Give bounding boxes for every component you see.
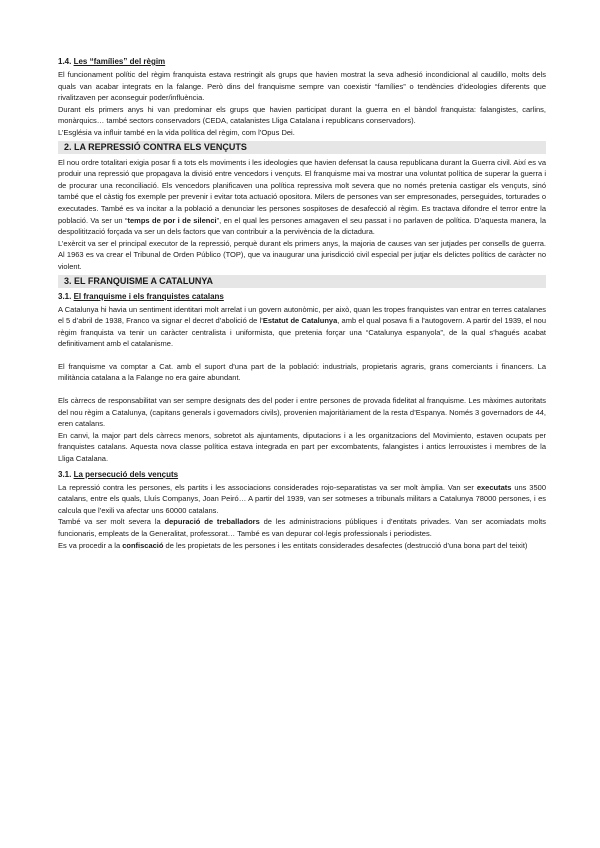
section-number: 1.4. — [58, 57, 72, 66]
emphasis: Estatut de Catalunya — [262, 316, 338, 326]
paragraph: L’exèrcit va ser el principal executor de la repressió, perquè durant els primers anys, la majoria de causes van ser jutjades per consells de guerra. Al 1963 es va crear el Tribunal de Orden Público (TOP), que va inaugurar una jurisdicció civil especial per jutjar els delictes polítics de caràcter no violent. — [58, 238, 546, 271]
paragraph: Durant els primers anys hi van predominar els grups que havien participat durant la guerra en el bàndol franquista: falangistes, carlins, monàrquics… també sectors conservadors (CEDA, catalanistes Lliga Catalana i republicans conservadors). — [58, 104, 546, 126]
section-title: Les “famílies” del règim — [73, 57, 166, 66]
paragraph: El nou ordre totalitari exigia posar fi a tots els moviments i les ideologies que havien defensat la causa republicana durant la Guerra civil. Així es va produir una repressió que propagava la divisió entre vencedors i vençuts. El franquisme mai va mostrar una voluntat política de superar la guerra i de procurar una reconciliació. Els vencedors planificaven una política repressiva molt severa que no només pretenia castigar els vençuts, sinó també que el càstig fos exemple per prevenir i evitar tota actuació opositora. Milers de persones van ser empresonades, perseguides, torturades o executades. També es va incitar a la població a denunciar les persones sospitoses de desafecció al règim. Es tractava difondre el terror entre la població. Va ser un “temps de por i de silenci”, en el qual les persones amagaven el seu passat i no parlaven de política. D’aquesta manera, la despolitització forçada va ser un dels factors que van contribuir a la pervivència de la dictadura. — [58, 157, 547, 237]
subsection-3-1-heading — [58, 291, 546, 303]
section-title: La persecució dels vençuts — [73, 469, 179, 479]
paragraph: També va ser molt severa la depuració de treballadors de les administracions públiques i d’entitats privades. Van ser acomiadats molts funcionaris, empleats de la Generalitat, professorat… També es van depurar col·legis professionals i periodistes. — [58, 517, 546, 538]
paragraph: El funcionament polític del règim franquista estava restringit als grups que havien mostrat la seva adhesió incondicional al caudillo, molts dels quals van acabar integrats en la falange. Però dins del franquisme sempre van coexistir “famílies” o tendències d’ideologies diferents que rivalitzaven per aconseguir poder/influència. — [58, 70, 546, 103]
emphasis: confiscació — [122, 540, 164, 550]
paragraph: El franquisme va comptar a Cat. amb el suport d’una part de la població: industrials, propietaris agraris, grans comerciants i financers. La militància catalana a la Falange no era gaire abundant. — [58, 361, 546, 383]
emphasis: temps de por i de silenci — [127, 215, 217, 225]
paragraph: Els càrrecs de responsabilitat van ser sempre designats des del poder i entre persones de provada fidelitat al franquisme. Les màximes autoritats del nou règim a Catalunya, (capitans generals i governadors civils), provenien majoritàriament de la resta d’Espanya. Només 3 governadors de 44, eren catalans. — [58, 396, 546, 429]
paragraph: La repressió contra les persones, els partits i les associacions considerades rojo-separatistas va ser molt àmplia. Van ser executats uns 3500 catalans, entre els quals, Lluís Companys, Joan Peiró… A partir del 1939, van ser sotmeses a tribunals militars a Catalunya 78000 persones, i es calcula que l’exili va afectar uns 60000 catalans. — [58, 482, 546, 515]
subsection-persecucio-heading — [58, 469, 546, 481]
emphasis: executats — [476, 482, 512, 492]
section-1-4-heading — [58, 56, 546, 68]
paragraph: A Catalunya hi havia un sentiment identitari molt arrelat i un govern autonòmic, per això, quan les tropes franquistes van entrar en terres catalanes el 5 d’abril de 1938, Franco va signar el decret d’abolició de l’Estatut de Catalunya, amb el qual posava fi a l’autogovern. A partir del 1939, el nou règim franquista va tenir un caràcter centralista i uniformista, que pretenia forçar una “Catalunya espanyola”, de la qual s’hagués acabat definitivament amb el catalanisme. — [58, 304, 546, 349]
section-title: El franquisme i els franquistes catalans — [73, 291, 224, 301]
paragraph: L’Església va influir també en la vida política del règim, com l’Opus Dei. — [58, 127, 295, 137]
section-number: 3.1. — [58, 291, 72, 301]
section-number: 3.1. — [58, 469, 72, 479]
emphasis: depuració de treballadors — [164, 517, 260, 527]
section-2-heading: 2. LA REPRESSIÓ CONTRA ELS VENÇUTS — [58, 141, 546, 154]
paragraph: En canvi, la major part dels càrrecs menors, sobretot als ajuntaments, diputacions i a les organitzacions del Movimiento, estaven ocupats per franquistes catalans. Aquesta nova classe política estava integrada en part per excombatents, falangistes i antics lerrouxistes i membres de la Lliga Catalana. — [58, 430, 546, 464]
section-3-heading: 3. EL FRANQUISME A CATALUNYA — [58, 275, 546, 288]
paragraph: Es va procedir a la confiscació de les propietats de les persones i les entitats considerades desafectes (destrucció d’una bona part del teixit) — [58, 540, 528, 550]
document-page — [58, 56, 546, 551]
